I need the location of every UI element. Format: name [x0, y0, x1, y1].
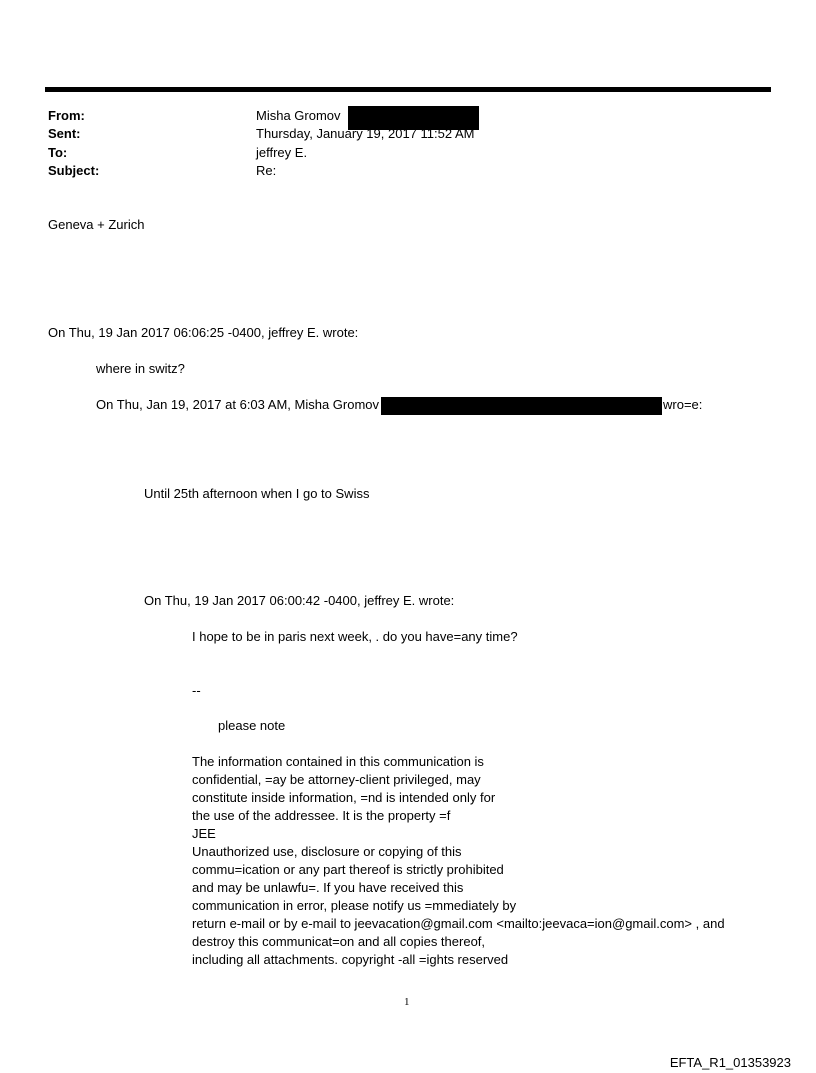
signature-dashes: --: [192, 683, 201, 698]
disclaimer-line: communication in error, please notify us =mmediately by: [192, 898, 517, 913]
header-rule: [45, 87, 771, 92]
from-label: From:: [48, 108, 85, 123]
redaction-email-addresses: [381, 397, 662, 415]
disclaimer-line: destroy this communicat=on and all copies thereof,: [192, 934, 486, 949]
disclaimer-line: confidential, =ay be attorney-client privileged, may: [192, 772, 481, 787]
disclaimer-line: the use of the addressee. It is the property =f: [192, 808, 451, 823]
to-value: jeffrey E.: [256, 145, 308, 160]
disclaimer-line: return e-mail or by e-mail to jeevacation@gmail.com <mailto:jeevaca=ion@gmail.com> , and: [192, 916, 725, 931]
disclaimer-line: JEE: [192, 826, 216, 841]
please-note: please note: [218, 718, 286, 733]
disclaimer-line: The information contained in this communication is: [192, 754, 484, 769]
quote2-text: Until 25th afternoon when I go to Swiss: [144, 486, 370, 501]
subject-value: Re:: [256, 163, 277, 178]
disclaimer-line: and may be unlawfu=. If you have received this: [192, 880, 464, 895]
reply-text: Geneva + Zurich: [48, 217, 145, 232]
to-label: To:: [48, 145, 68, 160]
disclaimer-line: including all attachments. copyright -all =ights reserved: [192, 952, 509, 967]
sent-value: Thursday, January 19, 2017 11:52 AM: [256, 126, 475, 141]
quote3-intro: On Thu, 19 Jan 2017 06:00:42 -0400, jeffrey E. wrote:: [144, 593, 455, 608]
disclaimer-line: commu=ication or any part thereof is strictly prohibited: [192, 862, 504, 877]
quote2-intro-prefix: On Thu, Jan 19, 2017 at 6:03 AM, Misha Gromov: [96, 397, 380, 412]
quote3-text: I hope to be in paris next week, . do you have=any time?: [192, 629, 518, 644]
page-number: 1: [404, 996, 410, 1008]
quote1-text: where in switz?: [96, 361, 185, 376]
disclaimer-line: Unauthorized use, disclosure or copying of this: [192, 844, 462, 859]
quote2-intro-suffix: wro=e:: [663, 397, 703, 412]
document-id: EFTA_R1_01353923: [669, 1055, 791, 1070]
subject-label: Subject:: [48, 163, 100, 178]
sent-label: Sent:: [48, 126, 81, 141]
disclaimer-line: constitute inside information, =nd is intended only for: [192, 790, 496, 805]
quote2-intro: [96, 396, 379, 414]
from-value: Misha Gromov: [256, 108, 341, 123]
quote1-intro: On Thu, 19 Jan 2017 06:06:25 -0400, jeffrey E. wrote:: [48, 325, 359, 340]
